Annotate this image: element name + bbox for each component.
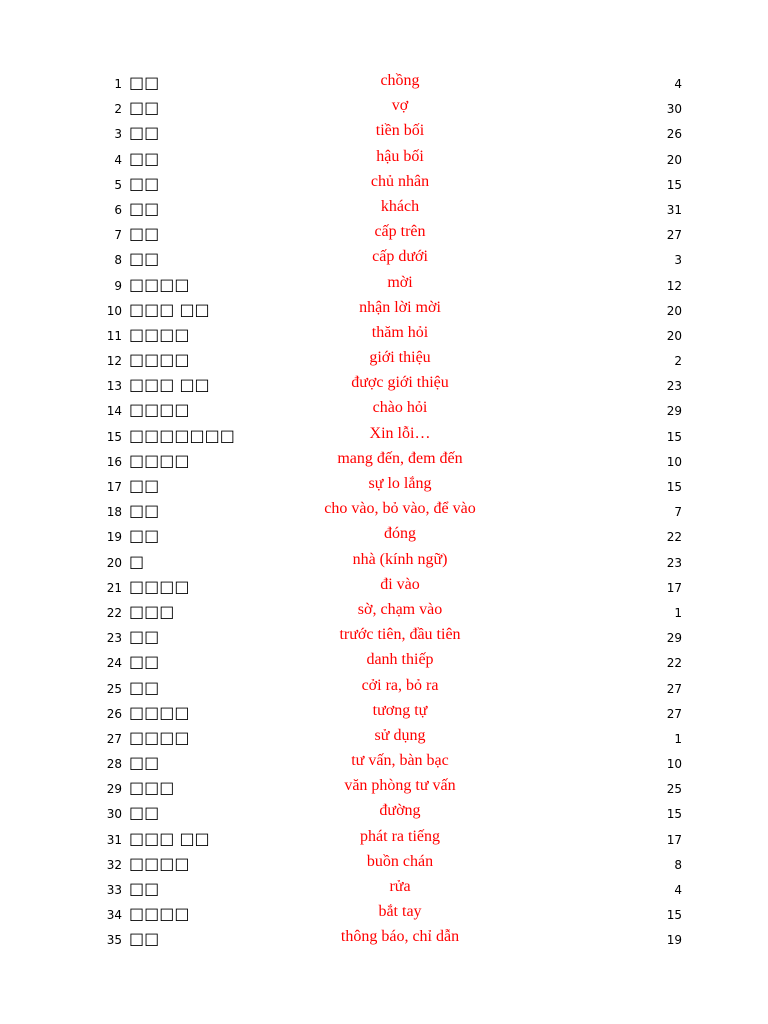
row-number: 31 bbox=[106, 832, 122, 847]
vocab-row bbox=[0, 851, 768, 876]
vietnamese-meaning: được giới thiệu bbox=[351, 374, 449, 392]
row-number: 13 bbox=[106, 379, 122, 394]
japanese-word: □□□□ bbox=[129, 853, 190, 873]
row-count: 27 bbox=[666, 228, 682, 243]
japanese-word: □□ bbox=[129, 123, 160, 143]
japanese-word: □□ bbox=[129, 198, 160, 218]
row-number: 14 bbox=[106, 404, 122, 419]
vocab-row bbox=[0, 926, 768, 951]
row-count: 3 bbox=[674, 253, 682, 268]
row-count: 23 bbox=[666, 379, 682, 394]
row-number: 35 bbox=[106, 933, 122, 948]
row-count: 23 bbox=[666, 555, 682, 570]
row-number: 22 bbox=[106, 605, 122, 620]
japanese-word: □□ bbox=[129, 677, 160, 697]
vietnamese-meaning: văn phòng tư vấn bbox=[344, 777, 456, 795]
vietnamese-meaning: khách bbox=[380, 197, 420, 215]
row-number: 27 bbox=[106, 731, 122, 746]
japanese-word: □□□□ bbox=[129, 702, 190, 722]
vietnamese-meaning: sử dụng bbox=[374, 726, 426, 744]
row-count: 20 bbox=[666, 152, 682, 167]
row-count: 22 bbox=[666, 656, 682, 671]
vietnamese-meaning: đường bbox=[379, 802, 421, 820]
vietnamese-meaning: sự lo lắng bbox=[368, 475, 432, 492]
japanese-word: □□ bbox=[129, 879, 160, 898]
vocab-row bbox=[0, 498, 768, 523]
vietnamese-meaning: tư vấn, bàn bạc bbox=[351, 752, 449, 770]
vietnamese-meaning: trước tiên, đầu tiên bbox=[339, 626, 461, 644]
japanese-word: □□□□ bbox=[129, 400, 190, 420]
japanese-word: □□□□ bbox=[129, 274, 190, 294]
japanese-word: □□ bbox=[129, 803, 160, 823]
row-count: 15 bbox=[666, 429, 682, 444]
row-number: 34 bbox=[106, 908, 122, 923]
row-number: 20 bbox=[106, 555, 122, 570]
row-number: 3 bbox=[114, 127, 122, 142]
japanese-word: □ bbox=[129, 551, 145, 571]
vocab-row bbox=[0, 120, 768, 145]
japanese-word: □□ bbox=[129, 224, 160, 244]
row-number: 19 bbox=[106, 530, 122, 545]
row-count: 8 bbox=[674, 857, 682, 872]
japanese-word: □□□ bbox=[129, 601, 175, 621]
japanese-word: □□ bbox=[129, 173, 160, 193]
vietnamese-meaning: buồn chán bbox=[366, 852, 434, 870]
vocab-row bbox=[0, 574, 768, 599]
row-count: 15 bbox=[666, 480, 682, 494]
row-number: 8 bbox=[114, 253, 122, 268]
row-count: 7 bbox=[674, 505, 682, 520]
vocab-row bbox=[0, 297, 768, 322]
vocabulary-list bbox=[0, 70, 768, 952]
vietnamese-meaning: nhận lời mời bbox=[359, 298, 441, 316]
japanese-word: □□ bbox=[129, 627, 160, 647]
japanese-word: □□□□ bbox=[129, 350, 190, 370]
vocab-row bbox=[0, 549, 768, 574]
japanese-word: □□□ □□ bbox=[129, 375, 210, 395]
row-count: 17 bbox=[666, 832, 682, 847]
row-count: 4 bbox=[674, 77, 682, 91]
row-number: 2 bbox=[114, 102, 122, 117]
row-count: 10 bbox=[666, 757, 682, 772]
japanese-word: □□ bbox=[129, 98, 160, 118]
row-number: 6 bbox=[114, 202, 122, 217]
row-count: 12 bbox=[666, 278, 682, 293]
vietnamese-meaning: cho vào, bỏ vào, để vào bbox=[324, 500, 476, 518]
row-number: 33 bbox=[106, 883, 122, 897]
vietnamese-meaning: mang đến, đem đến bbox=[337, 449, 463, 467]
row-count: 20 bbox=[666, 328, 682, 343]
row-number: 21 bbox=[106, 580, 122, 595]
japanese-word: □□□□ bbox=[129, 450, 190, 470]
row-number: 17 bbox=[106, 480, 122, 494]
vietnamese-meaning: cởi ra, bỏ ra bbox=[361, 676, 439, 694]
vocab-row bbox=[0, 347, 768, 372]
japanese-word: □□□□ bbox=[129, 727, 190, 747]
row-count: 27 bbox=[666, 706, 682, 721]
row-number: 7 bbox=[114, 228, 122, 243]
vietnamese-meaning: cấp dưới bbox=[372, 248, 428, 266]
vietnamese-meaning: tiền bối bbox=[375, 122, 425, 140]
vocab-row bbox=[0, 675, 768, 700]
vietnamese-meaning: chủ nhân bbox=[370, 172, 430, 190]
row-number: 24 bbox=[106, 656, 122, 671]
japanese-word: □□□□ bbox=[129, 904, 190, 924]
row-number: 23 bbox=[106, 631, 122, 646]
row-count: 29 bbox=[666, 404, 682, 419]
vocab-row bbox=[0, 523, 768, 548]
vietnamese-meaning: Xin lỗi… bbox=[369, 424, 431, 442]
vocab-row bbox=[0, 196, 768, 221]
vocab-row bbox=[0, 423, 768, 448]
vietnamese-meaning: đóng bbox=[384, 525, 416, 543]
row-count: 25 bbox=[666, 782, 682, 797]
row-count: 10 bbox=[666, 454, 682, 469]
vietnamese-meaning: cấp trên bbox=[374, 223, 426, 241]
vietnamese-meaning: nhà (kính ngữ) bbox=[352, 550, 448, 568]
vocab-row bbox=[0, 725, 768, 750]
vietnamese-meaning: hậu bối bbox=[376, 147, 424, 165]
vietnamese-meaning: vợ bbox=[391, 97, 409, 115]
row-count: 1 bbox=[674, 731, 682, 746]
vietnamese-meaning: sờ, chạm vào bbox=[357, 600, 443, 618]
row-count: 26 bbox=[666, 127, 682, 142]
row-number: 25 bbox=[106, 681, 122, 696]
row-count: 31 bbox=[666, 202, 682, 217]
row-count: 20 bbox=[666, 303, 682, 318]
vocab-row bbox=[0, 272, 768, 297]
row-number: 32 bbox=[106, 857, 122, 872]
vocab-row bbox=[0, 397, 768, 422]
vocab-row bbox=[0, 750, 768, 775]
row-number: 15 bbox=[106, 429, 122, 444]
japanese-word: □□□ □□ bbox=[129, 299, 210, 319]
vocab-row bbox=[0, 826, 768, 851]
row-number: 11 bbox=[106, 328, 122, 343]
vocab-row bbox=[0, 448, 768, 473]
vietnamese-meaning: rửa bbox=[389, 878, 411, 895]
vietnamese-meaning: đi vào bbox=[380, 575, 420, 593]
vocab-row bbox=[0, 70, 768, 95]
row-number: 9 bbox=[114, 278, 122, 293]
vocab-row bbox=[0, 649, 768, 674]
vocab-row bbox=[0, 95, 768, 120]
row-number: 30 bbox=[106, 807, 122, 822]
row-number: 5 bbox=[114, 177, 122, 192]
japanese-word: □□□ bbox=[129, 778, 175, 798]
vietnamese-meaning: thăm hỏi bbox=[371, 323, 429, 341]
japanese-word: □□ bbox=[129, 249, 160, 269]
japanese-word: □□□ □□ bbox=[129, 828, 210, 848]
vietnamese-meaning: chào hỏi bbox=[372, 399, 428, 417]
japanese-word: □□□□□□□ bbox=[129, 425, 235, 445]
vocab-row bbox=[0, 624, 768, 649]
vocab-row bbox=[0, 775, 768, 800]
row-count: 15 bbox=[666, 177, 682, 192]
row-number: 26 bbox=[106, 706, 122, 721]
row-count: 2 bbox=[674, 354, 682, 369]
row-count: 1 bbox=[674, 605, 682, 620]
row-number: 1 bbox=[114, 77, 122, 91]
row-number: 16 bbox=[106, 454, 122, 469]
japanese-word: □□ bbox=[129, 476, 160, 495]
japanese-word: □□ bbox=[129, 501, 160, 521]
japanese-word: □□ bbox=[129, 148, 160, 168]
vietnamese-meaning: mời bbox=[387, 273, 413, 291]
japanese-word: □□□□ bbox=[129, 324, 190, 344]
row-count: 19 bbox=[666, 933, 682, 948]
vietnamese-meaning: chồng bbox=[380, 72, 420, 89]
vietnamese-meaning: thông báo, chỉ dẫn bbox=[340, 928, 460, 946]
row-count: 15 bbox=[666, 908, 682, 923]
row-count: 4 bbox=[674, 883, 682, 897]
vocab-row bbox=[0, 599, 768, 624]
row-number: 10 bbox=[106, 303, 122, 318]
vietnamese-meaning: danh thiếp bbox=[366, 651, 434, 669]
vietnamese-meaning: giới thiệu bbox=[369, 349, 431, 367]
row-number: 29 bbox=[106, 782, 122, 797]
japanese-word: □□ bbox=[129, 753, 160, 773]
japanese-word: □□ bbox=[129, 526, 160, 546]
vietnamese-meaning: tương tự bbox=[372, 701, 428, 719]
vietnamese-meaning: bắt tay bbox=[378, 903, 422, 921]
japanese-word: □□□□ bbox=[129, 576, 190, 596]
japanese-word: □□ bbox=[129, 73, 160, 92]
vocab-row bbox=[0, 322, 768, 347]
vocab-row bbox=[0, 901, 768, 926]
vocab-row bbox=[0, 372, 768, 397]
vocab-row bbox=[0, 246, 768, 271]
vocab-row bbox=[0, 876, 768, 901]
row-count: 22 bbox=[666, 530, 682, 545]
row-number: 12 bbox=[106, 354, 122, 369]
vietnamese-meaning: phát ra tiếng bbox=[360, 827, 440, 845]
vocab-row bbox=[0, 146, 768, 171]
japanese-word: □□ bbox=[129, 929, 160, 949]
japanese-word: □□ bbox=[129, 652, 160, 672]
row-count: 17 bbox=[666, 580, 682, 595]
row-count: 15 bbox=[666, 807, 682, 822]
vocab-row bbox=[0, 700, 768, 725]
row-number: 4 bbox=[114, 152, 122, 167]
row-count: 27 bbox=[666, 681, 682, 696]
row-count: 30 bbox=[666, 102, 682, 117]
vocab-row bbox=[0, 800, 768, 825]
row-count: 29 bbox=[666, 631, 682, 646]
vocab-row bbox=[0, 171, 768, 196]
row-number: 28 bbox=[106, 757, 122, 772]
vocab-row bbox=[0, 221, 768, 246]
vocab-row bbox=[0, 473, 768, 498]
row-number: 18 bbox=[106, 505, 122, 520]
